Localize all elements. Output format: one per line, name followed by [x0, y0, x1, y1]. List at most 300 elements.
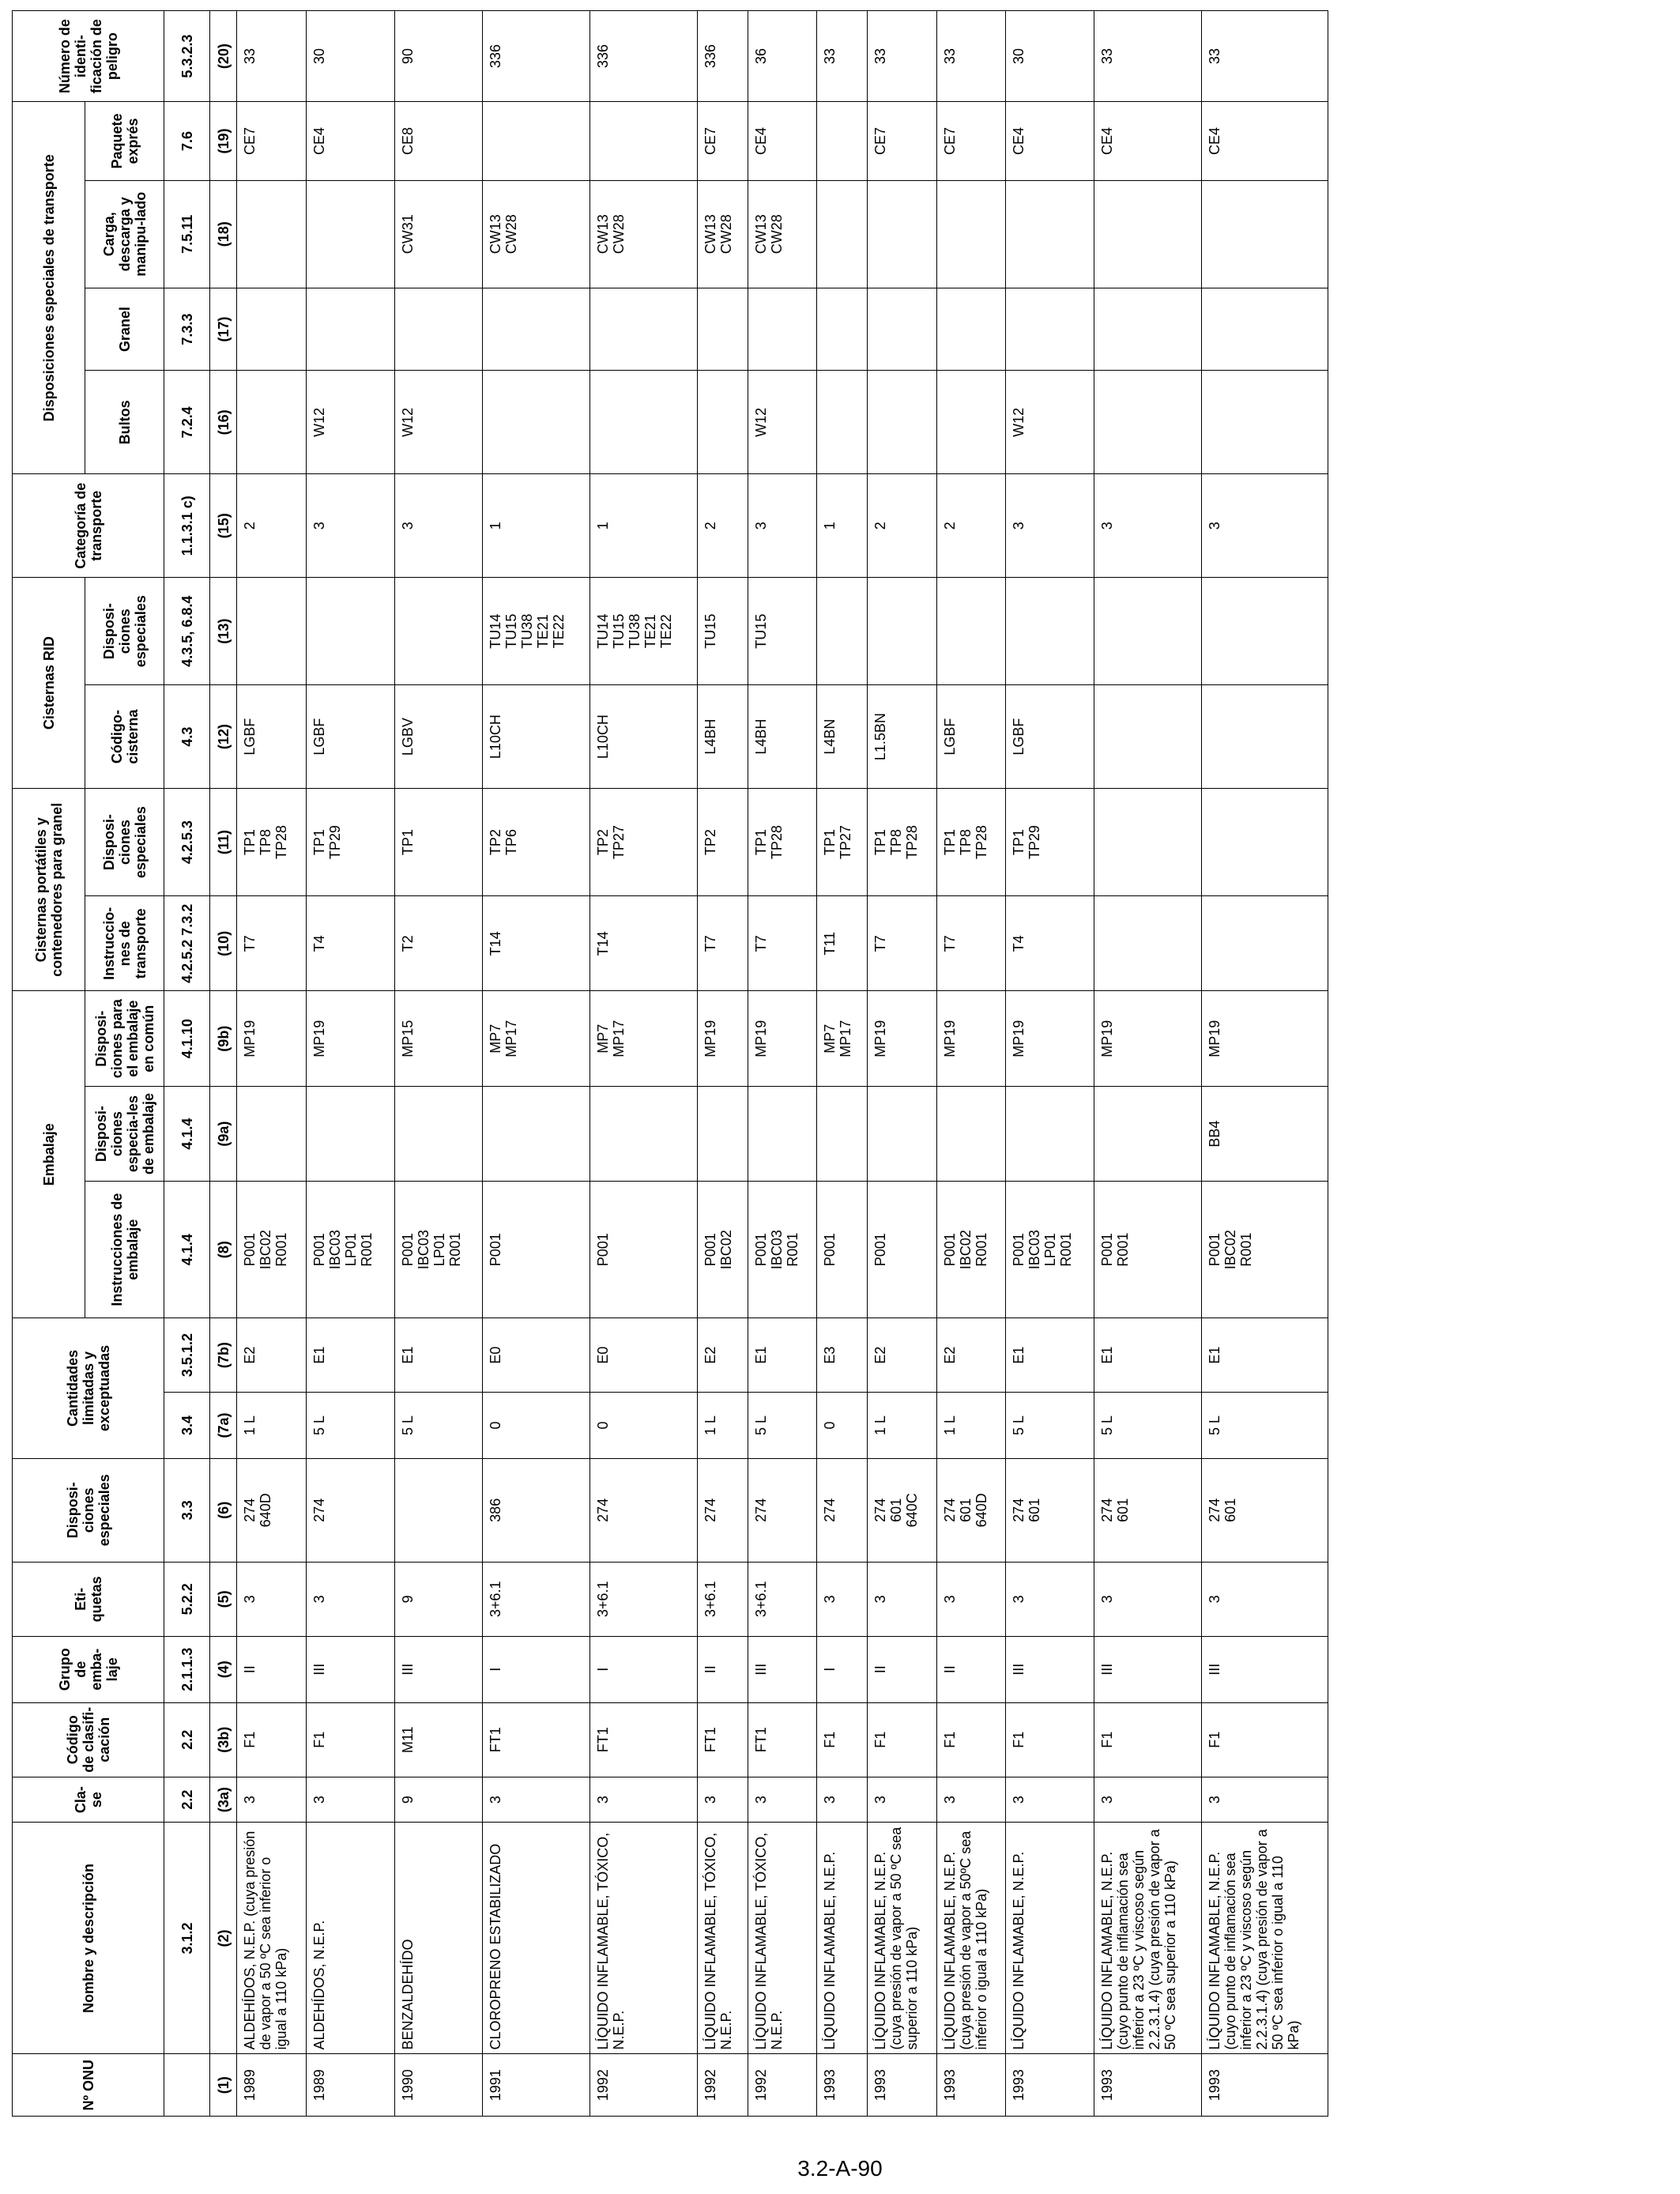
- table-cell: [748, 1086, 817, 1181]
- cell-text: TP1: [242, 829, 258, 856]
- cell-text: I: [822, 1667, 838, 1672]
- table-cell: [697, 1777, 748, 1823]
- cell-text: III: [1011, 1663, 1027, 1676]
- column-index-row-cell: (7a): [210, 1393, 237, 1459]
- table-cell: [394, 1393, 483, 1459]
- cell-text: P001: [242, 1233, 258, 1267]
- table-cell: [868, 102, 937, 180]
- header-col1: Nº ONU: [13, 2054, 164, 2117]
- cell-text: CW13: [595, 214, 612, 254]
- cell-text: TP1: [872, 829, 888, 856]
- table-cell: [590, 1458, 698, 1562]
- table-cell: [483, 288, 590, 371]
- header-group-embalaje: Embalaje: [13, 991, 85, 1318]
- cell-text: F1: [1207, 1731, 1223, 1748]
- cell-text: MP17: [611, 1020, 627, 1057]
- cell-text: E1: [1207, 1346, 1223, 1364]
- cell-text: TP28: [768, 825, 785, 860]
- cell-text: MP19: [1011, 1020, 1027, 1057]
- column-index-row-cell: (10): [210, 896, 237, 991]
- table-cell: [748, 896, 817, 991]
- cell-text: LÍQUIDO INFLAMABLE, N.E.P. (cuya presión de vapor a 50ºC sea inferior o igual a 110 kPa): [941, 1830, 989, 2050]
- header-col13: Disposi-ciones especiales: [85, 578, 164, 685]
- cell-text: LÍQUIDO INFLAMABLE, N.E.P.: [822, 1851, 838, 2050]
- table-cell: [748, 102, 817, 180]
- cell-text: E1: [1011, 1346, 1027, 1364]
- header-col10: Instruccio-nes de transporte: [85, 896, 164, 991]
- cell-text: T7: [941, 935, 958, 952]
- cell-text: CLOROPRENO ESTABILIZADO: [488, 1843, 504, 2050]
- cell-text: ALDEHÍDOS, N.E.P. (cuya presión de vapor a 50 ºC sea inferior o igual a 110 kPa): [242, 1830, 289, 2050]
- cell-text: 1993: [1011, 2069, 1027, 2102]
- dangerous-goods-table: [12, 10, 1328, 2117]
- table-cell: [868, 1393, 937, 1459]
- table-cell: [237, 1562, 307, 1636]
- table-cell: [697, 1393, 748, 1459]
- table-cell: [817, 1777, 868, 1823]
- table-cell: [817, 371, 868, 474]
- cell-text: TP28: [904, 825, 920, 860]
- table-cell: [483, 1562, 590, 1636]
- cell-text: TP1: [822, 829, 838, 856]
- reference-row-cell: 1.1.3.1 c): [164, 474, 210, 578]
- cell-text: 1 L: [242, 1416, 258, 1436]
- table-cell: [306, 474, 394, 578]
- cell-text: 1 L: [872, 1416, 888, 1436]
- cell-text: T7: [702, 935, 718, 952]
- table-cell: [817, 1702, 868, 1777]
- table-cell: [817, 578, 868, 685]
- cell-text: 274: [1207, 1498, 1223, 1522]
- cell-text: III: [1207, 1663, 1223, 1676]
- table-cell: [394, 2054, 483, 2117]
- rotated-table-page: [12, 10, 1328, 2117]
- cell-text: R001: [1058, 1232, 1075, 1267]
- cell-text: L10CH: [488, 714, 504, 760]
- table-cell: [936, 288, 1006, 371]
- cell-text: MP17: [503, 1020, 520, 1057]
- cell-text: 601: [888, 1498, 904, 1522]
- table-cell: [697, 102, 748, 180]
- cell-text: FT1: [488, 1727, 504, 1753]
- table-cell: [1202, 1182, 1328, 1318]
- cell-text: II: [242, 1665, 258, 1674]
- table-cell: [237, 1318, 307, 1392]
- table-cell: [1006, 11, 1094, 102]
- cell-text: TP1: [941, 829, 958, 856]
- table-cell: [306, 578, 394, 685]
- table-cell: [936, 2054, 1006, 2117]
- cell-text: TP2: [595, 829, 612, 856]
- cell-text: LGBF: [941, 718, 958, 756]
- table-cell: [697, 685, 748, 789]
- cell-text: W12: [1011, 407, 1027, 437]
- cell-text: 1991: [488, 2069, 504, 2102]
- cell-text: 640C: [904, 1493, 920, 1528]
- table-cell: [1006, 1562, 1094, 1636]
- table-cell: [936, 1636, 1006, 1702]
- table-cell: [817, 685, 868, 789]
- cell-text: 3: [1207, 1796, 1223, 1804]
- cell-text: 3: [822, 1595, 838, 1604]
- column-index-row-cell: (8): [210, 1182, 237, 1318]
- cell-text: 3: [872, 1796, 888, 1804]
- cell-text: IBC03: [326, 1230, 343, 1270]
- cell-text: T7: [752, 935, 769, 952]
- column-index-row-cell: (1): [210, 2054, 237, 2117]
- cell-text: TP2: [488, 829, 504, 856]
- cell-text: MP19: [872, 1020, 888, 1057]
- cell-text: 33: [941, 48, 958, 65]
- cell-text: LÍQUIDO INFLAMABLE, TÓXICO, N.E.P.: [595, 1832, 627, 2050]
- cell-text: 5 L: [1207, 1416, 1223, 1436]
- table-cell: [697, 288, 748, 371]
- cell-text: 1: [822, 522, 838, 530]
- cell-text: CE4: [1099, 127, 1116, 156]
- cell-text: 0: [822, 1421, 838, 1430]
- cell-text: P001: [1207, 1233, 1223, 1267]
- table-cell: [483, 1823, 590, 2054]
- cell-text: P001: [1011, 1233, 1027, 1267]
- cell-text: 33: [1099, 48, 1116, 65]
- table-cell: [590, 789, 698, 896]
- cell-text: TU14: [595, 613, 612, 649]
- table-cell: [936, 1458, 1006, 1562]
- cell-text: 1 L: [941, 1416, 958, 1436]
- cell-text: IBC02: [957, 1230, 974, 1270]
- table-cell: [868, 1086, 937, 1181]
- table-cell: [590, 1777, 698, 1823]
- cell-text: P001: [941, 1233, 958, 1267]
- cell-text: CW28: [503, 214, 520, 254]
- table-cell: [817, 1086, 868, 1181]
- table-cell: [936, 474, 1006, 578]
- cell-text: 1993: [1099, 2069, 1116, 2102]
- cell-text: 5 L: [399, 1416, 416, 1436]
- table-cell: [237, 1086, 307, 1181]
- table-cell: [590, 1702, 698, 1777]
- cell-text: 33: [822, 48, 838, 65]
- cell-text: 1992: [702, 2069, 718, 2102]
- table-cell: [868, 1318, 937, 1392]
- table-cell: [1006, 991, 1094, 1086]
- cell-text: 3: [1207, 1595, 1223, 1604]
- table-cell: [1006, 288, 1094, 371]
- cell-text: E1: [752, 1346, 769, 1364]
- header-col12: Código-cisterna: [85, 685, 164, 789]
- table-cell: [936, 1318, 1006, 1392]
- cell-text: CW13: [752, 214, 769, 254]
- cell-text: E1: [399, 1346, 416, 1364]
- table-cell: [697, 991, 748, 1086]
- table-cell: [697, 1086, 748, 1181]
- cell-text: 274: [941, 1498, 958, 1522]
- table-cell: [748, 578, 817, 685]
- column-index-row-cell: (3a): [210, 1777, 237, 1823]
- cell-text: MP7: [488, 1023, 504, 1054]
- table-cell: [1202, 1702, 1328, 1777]
- table-row: [483, 11, 590, 2117]
- table-cell: [748, 288, 817, 371]
- cell-text: 3: [941, 1796, 958, 1804]
- column-index-row-cell: (9b): [210, 991, 237, 1086]
- cell-text: 3: [1011, 1595, 1027, 1604]
- table-cell: [483, 578, 590, 685]
- cell-text: MP19: [242, 1020, 258, 1057]
- cell-text: BENZALDEHÍDO: [399, 1939, 416, 2050]
- cell-text: TU14: [488, 613, 504, 649]
- page-number: 3.2-A-90: [797, 2156, 883, 2181]
- table-cell: [306, 1702, 394, 1777]
- cell-text: R001: [358, 1232, 375, 1267]
- table-cell: [1006, 1182, 1094, 1318]
- cell-text: R001: [273, 1232, 289, 1267]
- cell-text: 3: [399, 522, 416, 530]
- table-cell: [1094, 102, 1202, 180]
- table-cell: [483, 1777, 590, 1823]
- reference-row-cell: 3.4: [164, 1393, 210, 1459]
- table-cell: [1094, 1458, 1202, 1562]
- table-row: [306, 11, 394, 2117]
- table-cell: [306, 102, 394, 180]
- table-cell: [1006, 685, 1094, 789]
- cell-text: CE7: [242, 127, 258, 156]
- table-cell: [817, 180, 868, 288]
- table-cell: [1202, 474, 1328, 578]
- header-col19: Paquete exprés: [85, 102, 164, 180]
- table-cell: [748, 474, 817, 578]
- cell-text: 3: [311, 522, 327, 530]
- column-index-row-cell: (6): [210, 1458, 237, 1562]
- table-cell: [394, 1458, 483, 1562]
- cell-text: W12: [311, 407, 327, 437]
- cell-text: R001: [973, 1232, 989, 1267]
- cell-text: 33: [872, 48, 888, 65]
- table-row: [697, 11, 748, 2117]
- cell-text: TP1: [752, 829, 769, 856]
- cell-text: BB4: [1207, 1120, 1223, 1148]
- cell-text: T14: [488, 931, 504, 956]
- table-cell: [748, 1702, 817, 1777]
- table-cell: [936, 896, 1006, 991]
- cell-text: TP8: [888, 829, 904, 856]
- cell-text: E1: [1099, 1346, 1116, 1364]
- table-cell: [1006, 1636, 1094, 1702]
- cell-text: MP19: [752, 1020, 769, 1057]
- cell-text: CW13: [488, 214, 504, 254]
- cell-text: T4: [311, 935, 327, 952]
- cell-text: TP28: [273, 825, 289, 860]
- table-cell: [394, 102, 483, 180]
- table-cell: [1006, 180, 1094, 288]
- cell-text: 274: [311, 1498, 327, 1522]
- table-cell: [817, 991, 868, 1086]
- cell-text: MP15: [399, 1020, 416, 1057]
- table-cell: [394, 1318, 483, 1392]
- cell-text: 3: [311, 1796, 327, 1804]
- header-col2: Nombre y descripción: [13, 1823, 164, 2054]
- table-cell: [237, 371, 307, 474]
- reference-row-cell: 4.3.5, 6.8.4: [164, 578, 210, 685]
- cell-text: 3: [1011, 1796, 1027, 1804]
- table-cell: [394, 371, 483, 474]
- column-index-row-cell: (16): [210, 371, 237, 474]
- cell-text: 1989: [242, 2069, 258, 2102]
- table-row: [748, 11, 817, 2117]
- header-col9b: Disposi-ciones para el embalaje en común: [85, 991, 164, 1086]
- cell-text: TU15: [702, 613, 718, 649]
- table-cell: [1202, 1393, 1328, 1459]
- table-cell: [697, 1823, 748, 2054]
- cell-text: 3+6.1: [702, 1581, 718, 1618]
- table-cell: [1094, 1562, 1202, 1636]
- table-cell: [237, 991, 307, 1086]
- cell-text: L1.5BN: [872, 713, 888, 761]
- cell-text: 274: [872, 1498, 888, 1522]
- reference-row-cell: 7.2.4: [164, 371, 210, 474]
- table-cell: [306, 896, 394, 991]
- table-cell: [748, 991, 817, 1086]
- table-cell: [748, 180, 817, 288]
- cell-text: T14: [595, 931, 612, 956]
- table-row: [1094, 11, 1202, 2117]
- cell-text: LP01: [1042, 1233, 1059, 1267]
- column-index-row-cell: (11): [210, 789, 237, 896]
- table-cell: [1094, 789, 1202, 896]
- table-cell: [590, 1318, 698, 1392]
- table-cell: [590, 1562, 698, 1636]
- table-cell: [237, 1636, 307, 1702]
- table-cell: [394, 1636, 483, 1702]
- cell-text: F1: [941, 1731, 958, 1748]
- table-cell: [394, 288, 483, 371]
- table-cell: [483, 180, 590, 288]
- cell-text: 9: [399, 1595, 416, 1604]
- table-cell: [817, 1823, 868, 2054]
- cell-text: 1992: [595, 2069, 612, 2102]
- table-cell: [817, 102, 868, 180]
- table-cell: [590, 371, 698, 474]
- header-col16: Bultos: [85, 371, 164, 474]
- cell-text: 9: [399, 1796, 416, 1804]
- table-cell: [394, 789, 483, 896]
- cell-text: 274: [1011, 1498, 1027, 1522]
- table-cell: [1006, 1318, 1094, 1392]
- table-cell: [483, 1702, 590, 1777]
- table-cell: [394, 578, 483, 685]
- cell-text: CW28: [611, 214, 627, 254]
- column-index-row-cell: (3b): [210, 1702, 237, 1777]
- cell-text: 601: [957, 1498, 974, 1522]
- cell-text: 336: [702, 44, 718, 69]
- cell-text: 274: [752, 1498, 769, 1522]
- cell-text: 5 L: [1011, 1416, 1027, 1436]
- cell-text: TU38: [519, 613, 536, 649]
- table-cell: [817, 1636, 868, 1702]
- reference-row-cell: 2.2: [164, 1702, 210, 1777]
- table-cell: [394, 1823, 483, 2054]
- cell-text: 33: [1207, 48, 1223, 65]
- table-cell: [697, 1318, 748, 1392]
- cell-text: CW28: [768, 214, 785, 254]
- table-cell: [394, 685, 483, 789]
- table-cell: [483, 896, 590, 991]
- table-cell: [1006, 1393, 1094, 1459]
- table-cell: [483, 2054, 590, 2117]
- column-index-row-cell: (2): [210, 1823, 237, 2054]
- cell-text: LÍQUIDO INFLAMABLE, N.E.P. (cuyo punto de inflamación sea inferior a 23 ºC y viscoso según 2.2.3.1.4) (cuya presión de vapor a 50 ºC sea inferior o igual a 110 kPa): [1207, 1829, 1302, 2050]
- table-cell: [394, 1562, 483, 1636]
- header-col18: Carga, descarga y manipu-lado: [85, 180, 164, 288]
- cell-text: 3: [488, 1796, 504, 1804]
- cell-text: IBC02: [258, 1230, 273, 1270]
- table-cell: [936, 1777, 1006, 1823]
- cell-text: CE4: [311, 127, 327, 156]
- cell-text: P001: [488, 1233, 504, 1267]
- cell-text: F1: [1099, 1731, 1116, 1748]
- table-cell: [483, 1636, 590, 1702]
- cell-text: R001: [446, 1232, 463, 1267]
- table-cell: [936, 102, 1006, 180]
- column-index-row-cell: (15): [210, 474, 237, 578]
- table-cell: [1006, 102, 1094, 180]
- header-group-cisternas-portatiles: Cisternas portátiles y contenedores para granel: [13, 789, 85, 991]
- cell-text: CE4: [752, 127, 769, 156]
- cell-text: 1 L: [702, 1416, 718, 1436]
- cell-text: FT1: [752, 1727, 769, 1753]
- table-cell: [817, 789, 868, 896]
- reference-row-cell: 4.2.5.2 7.3.2: [164, 896, 210, 991]
- cell-text: LP01: [431, 1233, 447, 1267]
- table-cell: [306, 1636, 394, 1702]
- cell-text: 3: [872, 1595, 888, 1604]
- table-cell: [868, 1182, 937, 1318]
- cell-text: P001: [872, 1233, 888, 1267]
- cell-text: L4BN: [822, 718, 838, 755]
- header-group-disposiciones: Disposiciones especiales de transporte: [13, 102, 85, 474]
- table-cell: [394, 180, 483, 288]
- header-col11: Disposi-ciones especiales: [85, 789, 164, 896]
- reference-row-cell: 7.3.3: [164, 288, 210, 371]
- cell-text: TP2: [702, 829, 718, 856]
- table-cell: [1202, 102, 1328, 180]
- table-cell: [748, 685, 817, 789]
- table-cell: [1094, 1823, 1202, 2054]
- table-cell: [868, 578, 937, 685]
- table-row: [817, 11, 868, 2117]
- column-index-row-cell: (13): [210, 578, 237, 685]
- table-cell: [817, 1562, 868, 1636]
- table-cell: [936, 180, 1006, 288]
- table-cell: [483, 1182, 590, 1318]
- table-cell: [868, 1702, 937, 1777]
- cell-text: 3: [1099, 1595, 1116, 1604]
- reference-row-cell: 3.3: [164, 1458, 210, 1562]
- column-index-row-cell: (12): [210, 685, 237, 789]
- table-cell: [697, 2054, 748, 2117]
- cell-text: TP28: [973, 825, 989, 860]
- table-cell: [1094, 1636, 1202, 1702]
- table-cell: [1006, 371, 1094, 474]
- cell-text: T11: [822, 931, 838, 956]
- table-cell: [936, 1823, 1006, 2054]
- table-cell: [237, 1777, 307, 1823]
- table-cell: [697, 1702, 748, 1777]
- table-cell: [748, 1636, 817, 1702]
- table-cell: [1202, 2054, 1328, 2117]
- cell-text: MP7: [595, 1023, 612, 1054]
- table-cell: [817, 474, 868, 578]
